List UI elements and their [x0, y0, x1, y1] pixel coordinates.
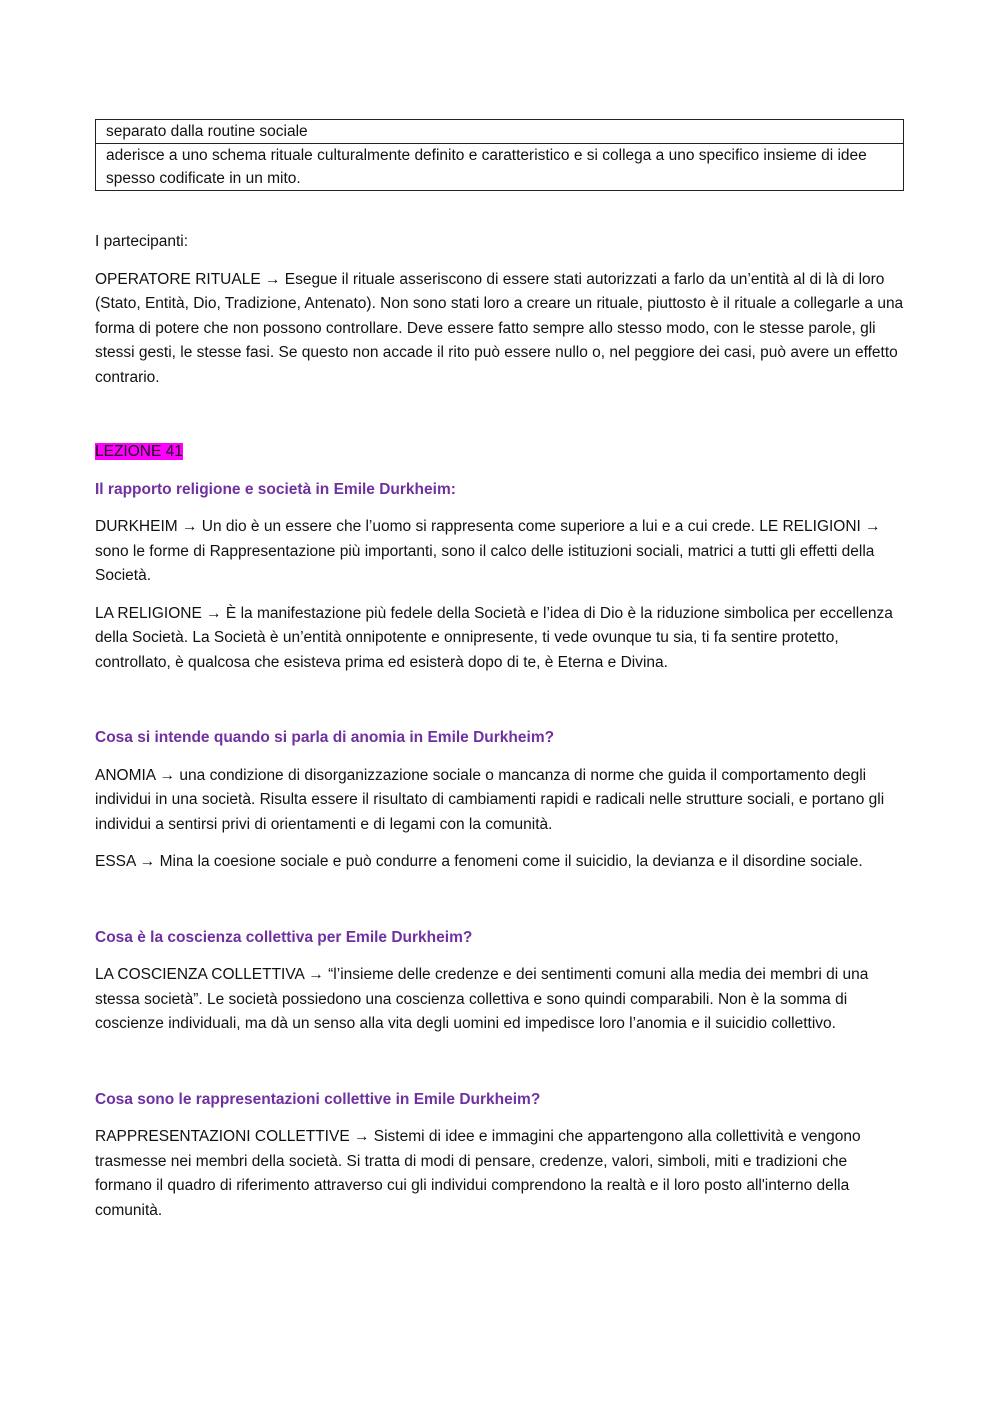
essa-paragraph: ESSA → Mina la coesione sociale e può condurre a fenomeni come il suicidio, la devianza e il disordine sociale.	[95, 853, 863, 870]
table-cell: separato dalla routine sociale	[96, 120, 904, 144]
ritual-table	[95, 119, 904, 191]
lesson-highlight: LEZIONE 41	[95, 443, 183, 460]
table-row	[96, 144, 904, 191]
ritual-operator-paragraph: OPERATORE RITUALE → Esegue il rituale asseriscono di essere stati autorizzati a farlo da un’entità al di là di loro (Stato, Entità, Dio, Tradizione, Antenato). Non sono stati loro a creare un rituale, piuttosto è il rituale a collegarle a una forma di potere che non possono controllare. Deve essere fatto sempre allo stesso modo, con le stesse parole, gli stessi gesti, le stesse fasi. Se questo non accade il rito può essere nullo o, nel peggiore dei casi, può avere un effetto contrario.	[95, 270, 904, 386]
table-row	[96, 120, 904, 144]
document-page	[95, 119, 904, 1223]
section-heading-anomia: Cosa si intende quando si parla di anomia in Emile Durkheim?	[95, 729, 555, 746]
durkheim-paragraph: DURKHEIM → Un dio è un essere che l’uomo si rappresenta come superiore a lui e a cui crede. LE RELIGIONI → sono le forme di Rappresentazione più importanti, sono il calco delle istituzioni sociali, matrici a tutti gli effetti della Società.	[95, 518, 881, 584]
anomia-paragraph: ANOMIA → una condizione di disorganizzazione sociale o mancanza di norme che guida il comportamento degli individui in una società. Risulta essere il risultato di cambiamenti rapidi e radicali nelle strutture sociali, e portano gli individui a sentirsi privi di orientamenti e di legami con la comunità.	[95, 766, 885, 833]
participants-label: I partecipanti:	[95, 233, 189, 250]
coscienza-paragraph: LA COSCIENZA COLLETTIVA → “l’insieme delle credenze e dei sentimenti comuni alla media dei membri di una stessa società”. Le società possiedono una coscienza collettiva e sono quindi comparabili. Non è la somma di coscienze individuali, ma dà un senso alla vita degli uomini ed impedisce loro l’anomia e il suicidio collettivo.	[95, 966, 869, 1032]
table-cell: aderisce a uno schema rituale culturalmente definito e caratteristico e si collega a uno specifico insieme di idee spesso codificate in un mito.	[96, 144, 904, 191]
section-heading-coscienza: Cosa è la coscienza collettiva per Emile Durkheim?	[95, 928, 473, 946]
section-heading-rappresentazioni: Cosa sono le rappresentazioni collettive in Emile Durkheim?	[95, 1090, 541, 1108]
lesson-label	[95, 440, 904, 465]
religion-paragraph: LA RELIGIONE → È la manifestazione più fedele della Società e l’idea di Dio è la riduzione simbolica per eccellenza della Società. La Società è un’entità onnipotente e onnipresente, ti vede ovunque tu sia, ti fa sentire protetto, controllato, è qualcosa che esisteva prima ed esisterà dopo di te, è Eterna e Divina.	[95, 604, 893, 671]
rappresentazioni-paragraph: RAPPRESENTAZIONI COLLETTIVE → Sistemi di idee e immagini che appartengono alla collettività e vengono trasmesse nei membri della società. Si tratta di modi di pensare, credenze, valori, simboli, miti e tradizioni che formano il quadro di riferimento attraverso cui gli individui comprendono la realtà e il loro posto all'interno della comunità.	[95, 1128, 861, 1219]
section-heading-religion: Il rapporto religione e società in Emile Durkheim:	[95, 480, 456, 498]
